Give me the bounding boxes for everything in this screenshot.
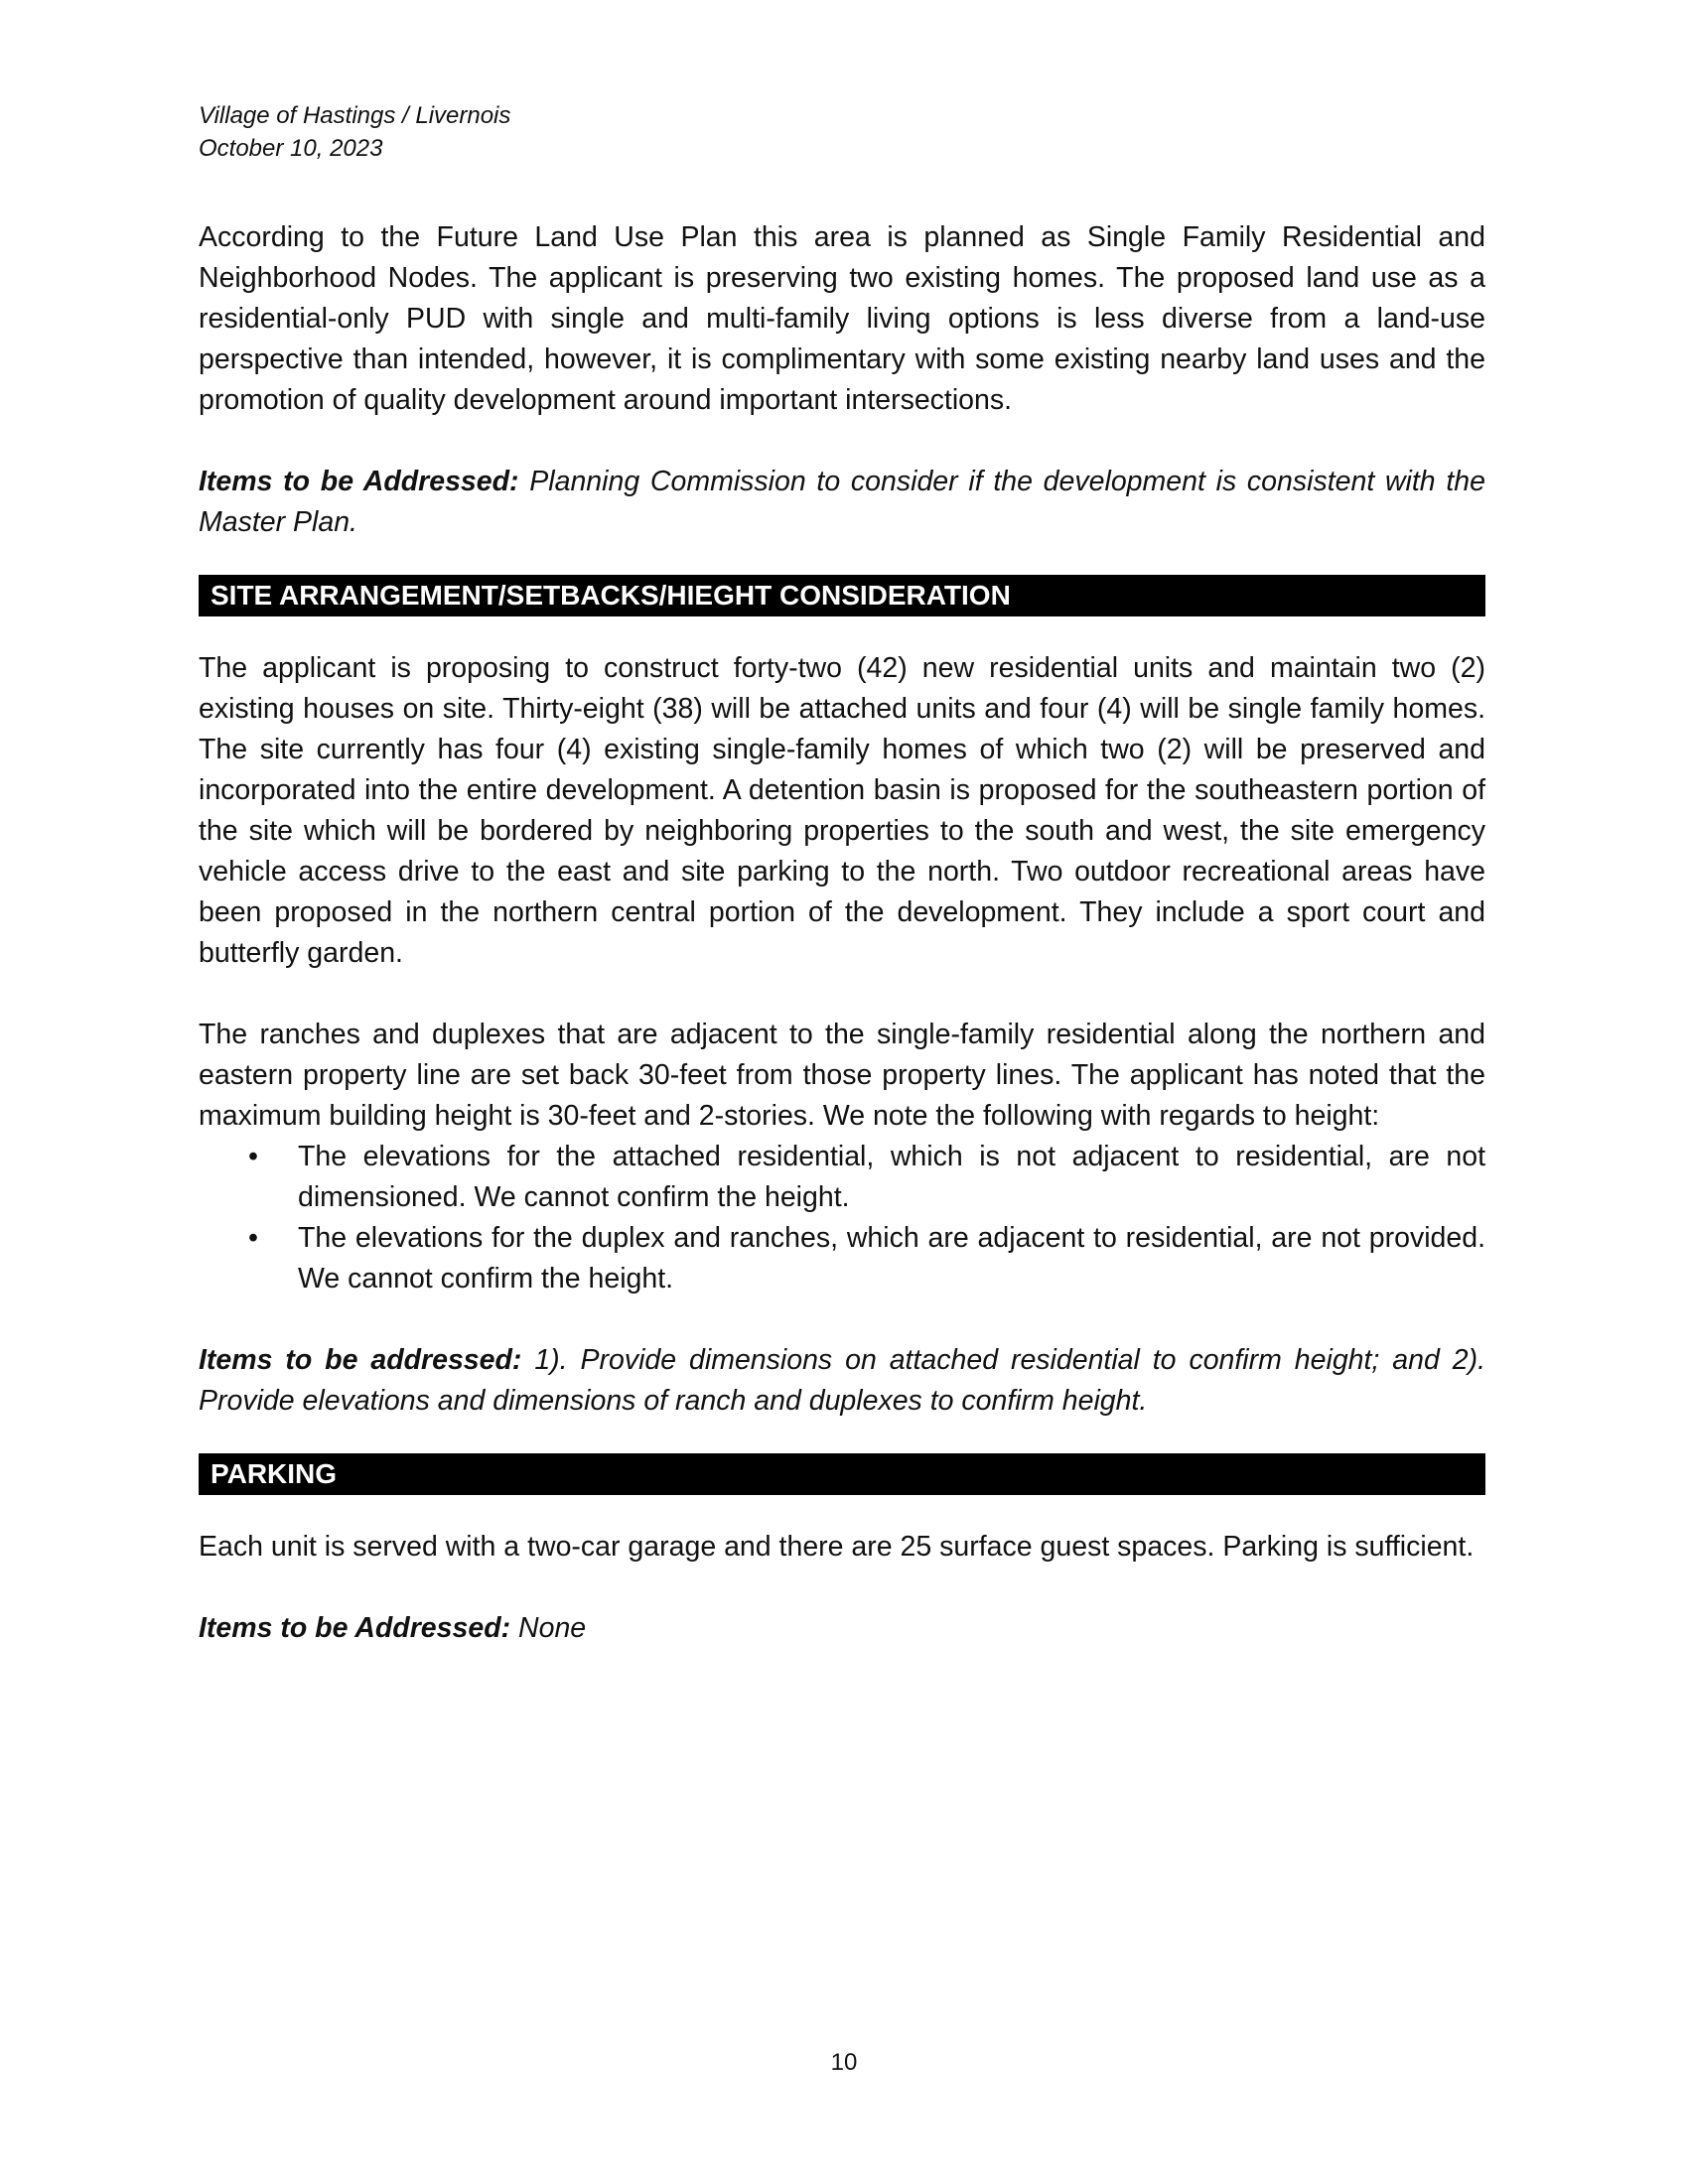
parking-items-to-address xyxy=(199,1608,1485,1649)
items-text: None xyxy=(510,1612,587,1644)
parking-paragraph: Each unit is served with a two-car garage and there are 25 surface guest spaces. Parking is sufficient. xyxy=(199,1531,1475,1563)
list-item-text: The elevations for the duplex and ranches, which are adjacent to residential, are not provided. We cannot confirm the height. xyxy=(298,1222,1485,1295)
header-title: Village of Hastings / Livernois xyxy=(199,102,511,129)
list-item-text: The elevations for the attached residential, which is not adjacent to residential, are not dimensioned. We cannot confirm the height. xyxy=(298,1141,1485,1213)
document-header xyxy=(199,99,1485,165)
items-text: Planning Commission to consider if the development is consistent with the Master Plan. xyxy=(199,466,1485,538)
header-date: October 10, 2023 xyxy=(199,135,383,162)
items-text: 1). Provide dimensions on attached residential to confirm height; and 2). Provide elevations and dimensions of ranch and duplexes to confirm height. xyxy=(199,1344,1485,1417)
bullet-icon: • xyxy=(248,1222,258,1254)
items-label: Items to be Addressed: xyxy=(199,466,519,497)
items-label: Items to be Addressed: xyxy=(199,1612,511,1644)
site-items-to-address xyxy=(199,1340,1485,1422)
section-heading-parking: PARKING xyxy=(199,1453,1485,1495)
list-item xyxy=(199,1137,1485,1218)
page-number: 10 xyxy=(830,2049,858,2076)
list-item xyxy=(199,1218,1485,1299)
items-label: Items to be addressed: xyxy=(199,1344,522,1376)
site-paragraph-1: The applicant is proposing to construct forty-two (42) new residential units and maintain two (2) existing houses on site. Thirty-eight (38) will be attached units and four (4) will be single family homes. The site currently has four (4) existing single-family homes of which two (2) will be preserved and incorporated into the entire development. A detention basin is proposed for the southeastern portion of the site which will be bordered by neighboring properties to the south and west, the site emergency vehicle access drive to the east and site parking to the north. Two outdoor recreational areas have been proposed in the northern central portion of the development. They include a sport court and butterfly garden. xyxy=(199,652,1485,969)
section-heading-site: SITE ARRANGEMENT/SETBACKS/HIEGHT CONSIDERATION xyxy=(199,575,1485,616)
intro-paragraph: According to the Future Land Use Plan this area is planned as Single Family Residential and Neighborhood Nodes. The applicant is preserving two existing homes. The proposed land use as a residential-only PUD with single and multi-family living options is less diverse from a land-use perspective than intended, however, it is complimentary with some existing nearby land uses and the promotion of quality development around important intersections. xyxy=(199,221,1485,416)
height-notes-list xyxy=(199,1137,1485,1299)
intro-items-to-address xyxy=(199,462,1485,543)
site-paragraph-2: The ranches and duplexes that are adjacent to the single-family residential along the northern and eastern property line are set back 30-feet from those property lines. The applicant has noted that the maximum building height is 30-feet and 2-stories. We note the following with regards to height: xyxy=(199,1019,1485,1132)
document-page xyxy=(199,99,1485,1649)
bullet-icon: • xyxy=(248,1141,258,1172)
